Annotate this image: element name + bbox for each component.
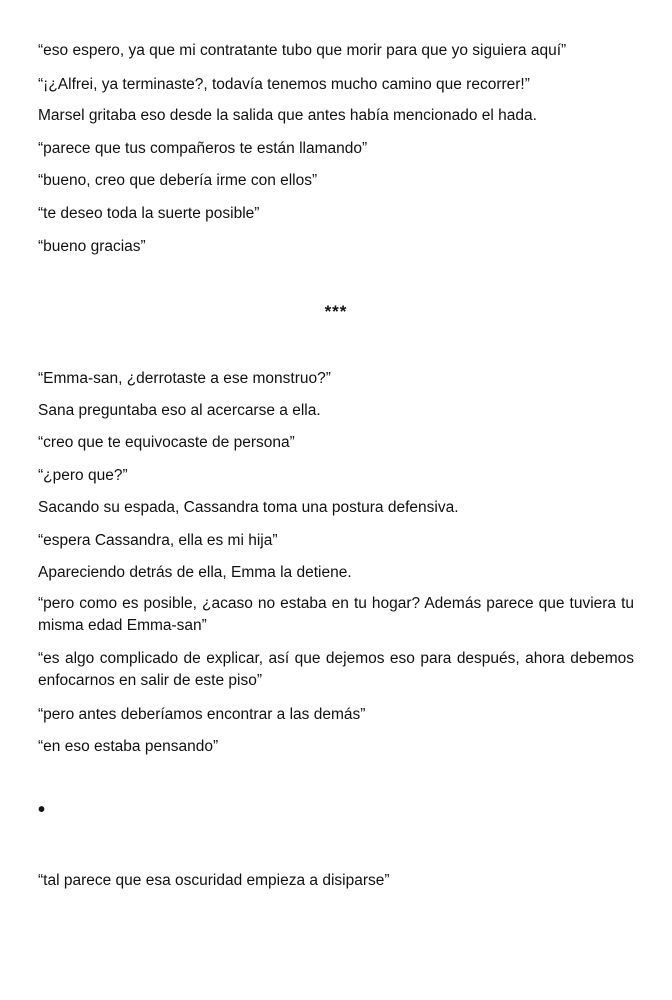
text-line: “eso espero, ya que mi contratante tubo que morir para que yo siguiera aquí”	[38, 42, 567, 59]
text-line: Sacando su espada, Cassandra toma una postura defensiva.	[38, 499, 459, 516]
text-line: Marsel gritaba eso desde la salida que antes había mencionado el hada.	[38, 107, 537, 124]
text-line: “tal parece que esa oscuridad empieza a disiparse”	[38, 872, 390, 889]
text-line: “creo que te equivocaste de persona”	[38, 434, 295, 451]
text-line: “te deseo toda la suerte posible”	[38, 205, 260, 222]
text-paragraph: “pero como es posible, ¿acaso no estaba en tu hogar? Además parece que tuviera tu misma edad Emma-san”	[38, 595, 634, 634]
text-line: “parece que tus compañeros te están llamando”	[38, 140, 368, 157]
text-line: “espera Cassandra, ella es mi hija”	[38, 532, 278, 549]
text-line: Sana preguntaba eso al acercarse a ella.	[38, 402, 321, 419]
text-line: “en eso estaba pensando”	[38, 738, 219, 755]
section-separator: ***	[324, 302, 348, 321]
text-line: “Emma-san, ¿derrotaste a ese monstruo?”	[38, 370, 331, 387]
text-paragraph: “es algo complicado de explicar, así que dejemos eso para después, ahora debemos enfocarnos en salir de este piso”	[38, 650, 634, 689]
text-line: “bueno, creo que debería irme con ellos”	[38, 172, 318, 189]
text-line: “pero antes deberíamos encontrar a las demás”	[38, 706, 366, 723]
text-line: “bueno gracias”	[38, 238, 146, 255]
bullet-mark: •	[38, 799, 46, 821]
text-line: Apareciendo detrás de ella, Emma la detiene.	[38, 564, 352, 581]
text-line: “¿pero que?”	[38, 467, 128, 484]
text-line: “¡¿Alfrei, ya terminaste?, todavía tenemos mucho camino que recorrer!”	[38, 76, 530, 93]
